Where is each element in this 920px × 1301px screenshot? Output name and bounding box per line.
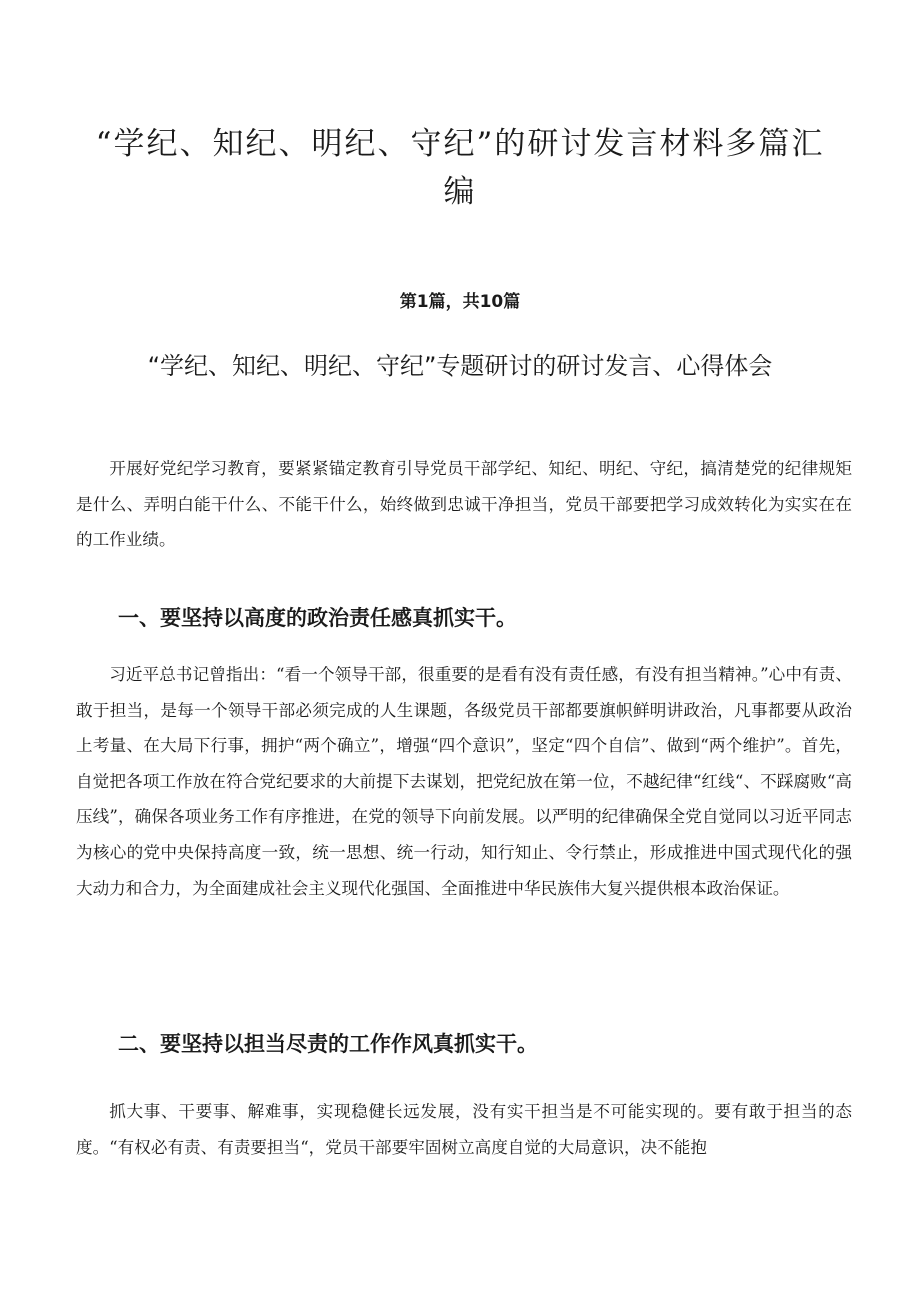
intro-paragraph: 开展好党纪学习教育，要紧紧锚定教育引导党员干部学纪、知纪、明纪、守纪，搞清楚党的纪律规矩是什么、弄明白能干什么、不能干什么，始终做到忠诚干净担当，党员干部要把学习成效转化为实实在在的工作业绩。	[76, 459, 852, 550]
section-heading-1: 一、要坚持以高度的政治责任感真抓实干。	[118, 606, 517, 630]
section-heading-2: 二、要坚持以担当尽责的工作作风真抓实干。	[118, 1032, 538, 1056]
section-2-paragraph: 抓大事、干要事、解难事，实现稳健长远发展，没有实干担当是不可能实现的。要有敢于担当的态度。“有权必有责、有责要担当“，党员干部要牢固树立高度自觉的大局意识，决不能抱	[76, 1102, 852, 1157]
article-count: 第1篇，共10篇	[399, 292, 521, 312]
section-1-paragraph: 习近平总书记曾指出：“看一个领导干部，很重要的是看有没有责任感，有没有担当精神。”心中有责、敢于担当，是每一个领导干部必须完成的人生课题，各级党员干部都要旗帜鲜明讲政治，凡事都要从政治上考量、在大局下行事，拥护“两个确立”，增强“四个意识”，坚定“四个自信”、做到“两个维护”。首先，自觉把各项工作放在符合党纪要求的大前提下去谋划，把党纪放在第一位，不越纪律“红线“、不踩腐败“高压线”，确保各项业务工作有序推进，在党的领导下向前发展。以严明的纪律确保全党自觉同以习近平同志为核心的党中央保持高度一致，统一思想、统一行动，知行知止、令行禁止，形成推进中国式现代化的强大动力和合力，为全面建成社会主义现代化强国、全面推进中华民族伟大复兴提供根本政治保证。	[76, 665, 852, 898]
document-title: “学纪、知纪、明纪、守纪”的研讨发言材料多篇汇编	[95, 126, 825, 210]
article-title: “学纪、知纪、明纪、守纪”专题研讨的研讨发言、心得体会	[147, 352, 773, 380]
